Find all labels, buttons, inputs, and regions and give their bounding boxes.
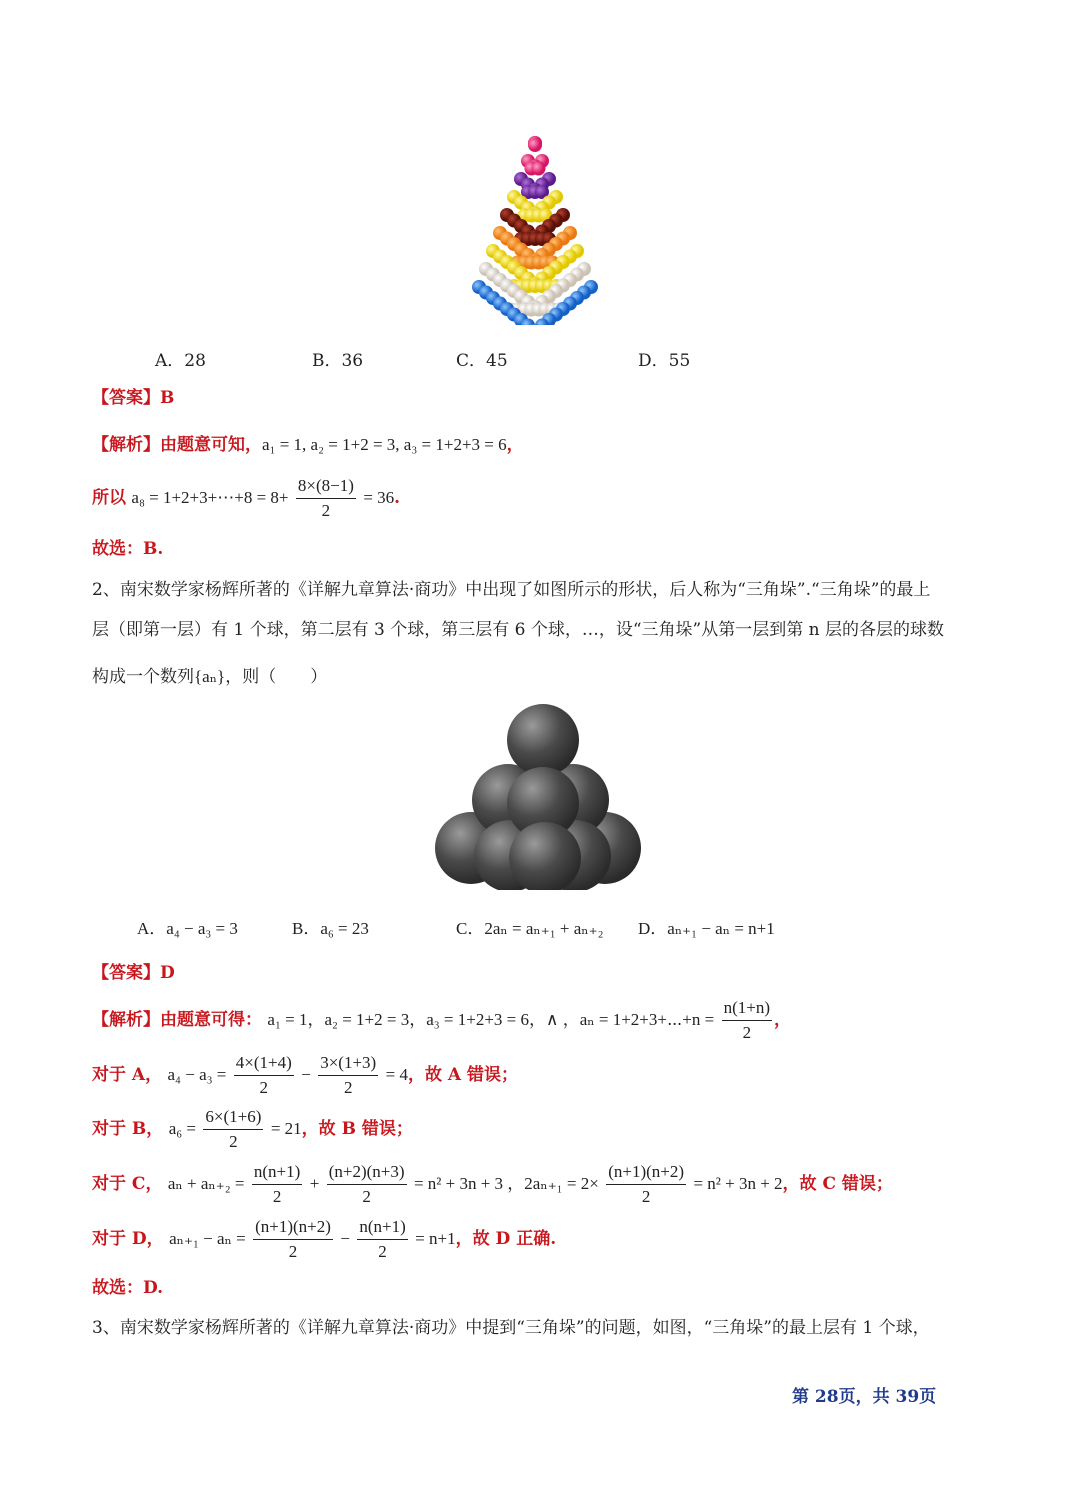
answer-tag: 【答案】 bbox=[92, 388, 160, 408]
check-fraction-3 bbox=[606, 1160, 686, 1209]
minus-sign: − bbox=[301, 1065, 311, 1084]
so-fraction bbox=[296, 474, 356, 523]
check-result: = 21 bbox=[270, 1119, 302, 1138]
fraction-numerator: (n+2)(n+3) bbox=[327, 1160, 407, 1185]
fraction-denominator: 2 bbox=[343, 1078, 353, 1097]
stem-end: ，则（ ） bbox=[225, 667, 328, 687]
fraction-denominator: 2 bbox=[362, 1187, 371, 1206]
q2-check-c bbox=[92, 1160, 893, 1209]
fraction-denominator: 2 bbox=[288, 1242, 298, 1261]
fraction-numerator: (n+1)(n+2) bbox=[606, 1160, 686, 1185]
fraction-numerator: n(n+1) bbox=[252, 1160, 302, 1185]
q2-option-b[interactable]: B．a₆ = 23 bbox=[292, 919, 369, 938]
fraction-denominator: 2 bbox=[229, 1132, 238, 1151]
analysis-tag: 【解析】 bbox=[92, 435, 160, 455]
q1-option-b[interactable]: B．36 bbox=[312, 351, 364, 371]
so-equation-right: = 36 bbox=[363, 488, 395, 507]
pyramid-ball bbox=[532, 162, 546, 176]
check-fraction-1 bbox=[253, 1215, 333, 1264]
q2-check-b bbox=[92, 1105, 413, 1154]
q2-stem-line2: 层（即第一层）有 1 个球，第二层有 3 个球，第三层有 6 个球，…，设“三角垛”从第一层到第 n 层的各层的球数 bbox=[92, 620, 945, 640]
q2-check-d bbox=[92, 1215, 556, 1264]
check-result: = n+1 bbox=[415, 1229, 456, 1248]
sequence-symbol: {aₙ} bbox=[194, 667, 226, 686]
q3-stem-line1: 3、南宋数学家杨辉所著的《详解九章算法·商功》中提到“三角垛”的问题，如图，“三角垛”的最上层有 1 个球， bbox=[92, 1318, 930, 1338]
check-fraction bbox=[203, 1105, 263, 1154]
fraction-numerator: 3×(1+3) bbox=[318, 1051, 378, 1076]
analysis-lead: 由题意可知， bbox=[160, 435, 262, 455]
q2-stem-line3 bbox=[92, 666, 327, 688]
so-equation-left: a₈ = 1+2+3+⋯+8 = 8+ bbox=[131, 488, 289, 507]
plus-sign: + bbox=[309, 1174, 320, 1193]
fraction-denominator: 2 bbox=[272, 1187, 282, 1206]
analysis-lead: 由题意可得： bbox=[160, 1010, 262, 1030]
check-result: = n² + 3n + 2 bbox=[693, 1174, 783, 1193]
check-fraction-2 bbox=[327, 1160, 407, 1209]
check-result: = 4 bbox=[385, 1065, 408, 1084]
fraction-numerator: (n+1)(n+2) bbox=[253, 1215, 333, 1240]
check-equation: a₆ = bbox=[168, 1119, 197, 1138]
fraction-denominator: 2 bbox=[321, 501, 331, 520]
check-fraction-1 bbox=[234, 1051, 294, 1100]
check-lead: 对于 B， bbox=[92, 1119, 164, 1139]
page-footer: 第 28页，共 39页 bbox=[792, 1387, 937, 1407]
fraction-numerator: 4×(1+4) bbox=[234, 1051, 294, 1076]
check-verdict: ，故 A 错误； bbox=[407, 1065, 518, 1085]
q2-choose: 故选：D. bbox=[92, 1278, 164, 1298]
analysis-fraction bbox=[722, 996, 772, 1045]
pyramid-ball bbox=[528, 138, 542, 152]
q2-option-a[interactable]: A．a₄ − a₃ = 3 bbox=[137, 919, 238, 938]
check-verdict: ，故 B 错误； bbox=[301, 1119, 413, 1139]
check-middle: = n² + 3n + 3 ，2aₙ₊₁ = 2× bbox=[413, 1174, 599, 1193]
q1-analysis-line bbox=[92, 434, 524, 456]
analysis-end: ， bbox=[774, 1010, 792, 1030]
fraction-numerator: n(n+1) bbox=[357, 1215, 407, 1240]
q2-analysis-line bbox=[92, 996, 791, 1045]
q1-option-d[interactable]: D．55 bbox=[638, 351, 691, 371]
check-verdict: ，故 C 错误； bbox=[782, 1174, 893, 1194]
answer-tag: 【答案】 bbox=[92, 963, 160, 983]
analysis-comma: ， bbox=[506, 435, 524, 455]
check-equation: a₄ − a₃ = bbox=[167, 1065, 227, 1084]
q2-option-d[interactable]: D．aₙ₊₁ − aₙ = n+1 bbox=[638, 919, 775, 938]
fraction-numerator: n(1+n) bbox=[722, 996, 772, 1021]
fraction-numerator: 6×(1+6) bbox=[203, 1105, 263, 1130]
analysis-equations: a₁ = 1，a₂ = 1+2 = 3，a₃ = 1+2+3 = 6，∧ ，aₙ = 1+2+3+⋯+n = bbox=[267, 1010, 715, 1029]
q1-answer-line bbox=[92, 387, 174, 409]
gray-sphere-pile-figure bbox=[430, 700, 650, 890]
check-fraction-2 bbox=[357, 1215, 407, 1264]
q1-choose: 故选：B. bbox=[92, 539, 164, 559]
colored-ball-pyramid-figure bbox=[430, 125, 640, 325]
q2-check-a bbox=[92, 1051, 518, 1100]
q1-so-line bbox=[92, 474, 400, 523]
fraction-denominator: 2 bbox=[259, 1078, 269, 1097]
check-lead: 对于 A， bbox=[92, 1065, 163, 1085]
analysis-tag: 【解析】 bbox=[92, 1010, 160, 1030]
check-lead: 对于 C， bbox=[92, 1174, 163, 1194]
check-equation: aₙ₊₁ − aₙ = bbox=[169, 1229, 246, 1248]
fraction-numerator: 8×(8−1) bbox=[296, 474, 356, 499]
check-lead: 对于 D， bbox=[92, 1229, 164, 1249]
q2-answer-line bbox=[92, 962, 175, 984]
fraction-denominator: 2 bbox=[378, 1242, 387, 1261]
so-lead: 所以 bbox=[92, 488, 126, 508]
q1-option-c[interactable]: C．45 bbox=[456, 351, 508, 371]
fraction-denominator: 2 bbox=[742, 1023, 752, 1042]
check-fraction-1 bbox=[252, 1160, 302, 1209]
answer-value: D bbox=[160, 963, 175, 983]
q1-option-a[interactable]: A．28 bbox=[155, 351, 206, 371]
stem-lead: 构成一个数列 bbox=[92, 667, 194, 687]
q2-option-c[interactable]: C．2aₙ = aₙ₊₁ + aₙ₊₂ bbox=[456, 919, 604, 938]
minus-sign: − bbox=[340, 1229, 350, 1248]
check-fraction-2 bbox=[318, 1051, 378, 1100]
fraction-denominator: 2 bbox=[641, 1187, 651, 1206]
check-verdict: ，故 D 正确. bbox=[455, 1229, 557, 1249]
check-equation: aₙ + aₙ₊₂ = bbox=[167, 1174, 245, 1193]
analysis-equation: a₁ = 1, a₂ = 1+2 = 3, a₃ = 1+2+3 = 6 bbox=[262, 435, 507, 454]
answer-value: B bbox=[160, 388, 175, 408]
so-end: . bbox=[394, 488, 401, 508]
q2-stem-line1: 2、南宋数学家杨辉所著的《详解九章算法·商功》中出现了如图所示的形状，后人称为“三角垛”.“三角垛”的最上 bbox=[92, 580, 931, 600]
